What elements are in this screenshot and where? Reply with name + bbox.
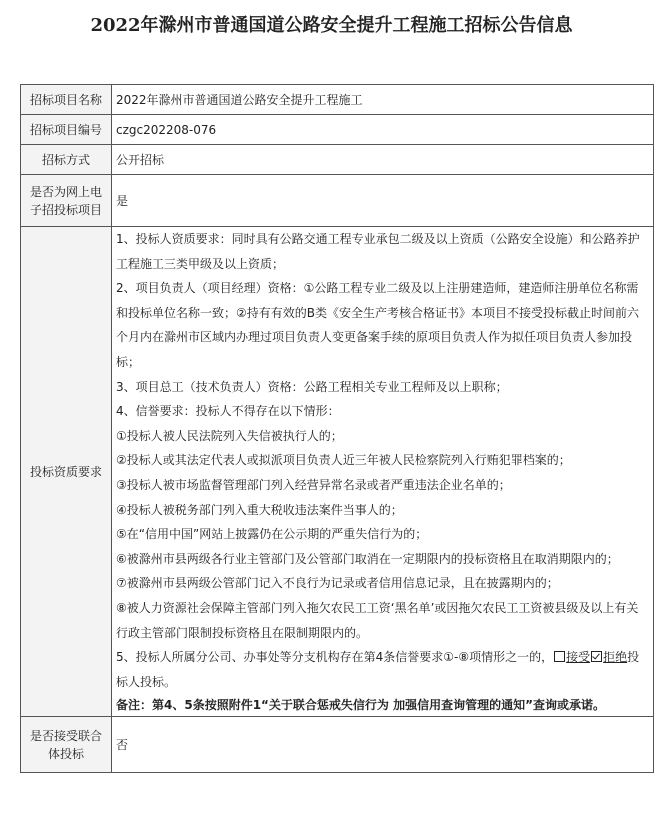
row-value-online-bidding: 是: [112, 175, 654, 227]
row-value-project-name: 2022年滁州市普通国道公路安全提升工程施工: [112, 85, 654, 115]
requirement-paragraph: 1、投标人资质要求：同时具有公路交通工程专业承包二级及以上资质（公路安全设施）和公路养护工程施工三类甲级及以上资质；: [116, 232, 640, 271]
option-accept-label: 接受: [566, 650, 591, 665]
requirement-paragraph-5: [116, 645, 649, 694]
requirement-paragraph: 4、信誉要求：投标人不得存在以下情形：: [116, 404, 340, 419]
requirement-paragraph: ⑥被滁州市县两级各行业主管部门及公管部门取消在一定期限内的投标资格且在取消期限内的；: [116, 551, 619, 566]
row-label-qualification: 投标资质要求: [21, 227, 112, 717]
requirement-paragraph: ⑦被滁州市县两级公管部门记入不良行为记录或者信用信息记录，且在披露期内的；: [116, 576, 559, 591]
requirement-paragraph: ④投标人被税务部门列入重大税收违法案件当事人的；: [116, 502, 403, 517]
row-label-consortium: 是否接受联合体投标: [21, 717, 112, 773]
table-row: [21, 145, 654, 175]
requirement-paragraph: ⑤在“信用中国”网站上披露仍在公示期的严重失信行为的；: [116, 527, 428, 542]
row-value-consortium: 否: [112, 717, 654, 773]
table-row: [21, 115, 654, 145]
table-row: [21, 717, 654, 773]
option-reject-label: 拒绝: [603, 650, 628, 665]
row-value-project-code: czgc202208-076: [112, 115, 654, 145]
table-row: [21, 227, 654, 717]
tender-info-table: [20, 84, 654, 773]
qualification-requirements: [112, 227, 654, 717]
requirement-paragraph: 2、项目负责人（项目经理）资格：①公路工程专业二级及以上注册建造师，建造师注册单位名称需和投标单位名称一致；②持有有效的B类《安全生产考核合格证书》本项目不接受投标截止时间前六个月内在滁州市区域内办理过项目负责人变更备案手续的原项目负责人作为拟任项目负责人参加投标；: [116, 281, 639, 369]
row-label-project-code: 招标项目编号: [21, 115, 112, 145]
row-value-tender-method: 公开招标: [112, 145, 654, 175]
requirement-note: 备注：第4、5条按照附件1“关于联合惩戒失信行为 加强信用查询管理的通知”查询或承诺。: [116, 698, 606, 713]
requirement-paragraph: 3、项目总工（技术负责人）资格：公路工程相关专业工程师及以上职称；: [116, 379, 508, 394]
row-label-project-name: 招标项目名称: [21, 85, 112, 115]
table-row: [21, 85, 654, 115]
checked-box-icon[interactable]: [591, 651, 602, 662]
row-label-online-bidding: 是否为网上电子招投标项目: [21, 175, 112, 227]
unchecked-box-icon[interactable]: [554, 651, 565, 662]
row-label-tender-method: 招标方式: [21, 145, 112, 175]
table-row: [21, 175, 654, 227]
item5-prefix: 5、投标人所属分公司、办事处等分支机构存在第4条信誉要求①-⑧项情形之一的，: [116, 650, 554, 665]
requirement-paragraph: ①投标人被人民法院列入失信被执行人的；: [116, 428, 343, 443]
requirement-paragraph: ②投标人或其法定代表人或拟派项目负责人近三年被人民检察院列入行贿犯罪档案的；: [116, 453, 571, 468]
requirement-paragraph: ⑧被人力资源社会保障主管部门列入拖欠农民工工资‘黑名单’或因拖欠农民工工资被县级及以上有关行政主管部门限制投标资格且在限制期限内的。: [116, 600, 639, 640]
page-title: 2022年滁州市普通国道公路安全提升工程施工招标公告信息: [90, 15, 573, 36]
item5-suffix: 投标人投标。: [116, 650, 640, 689]
requirement-paragraph: ③投标人被市场监督管理部门列入经营异常名录或者严重违法企业名单的；: [116, 477, 511, 492]
